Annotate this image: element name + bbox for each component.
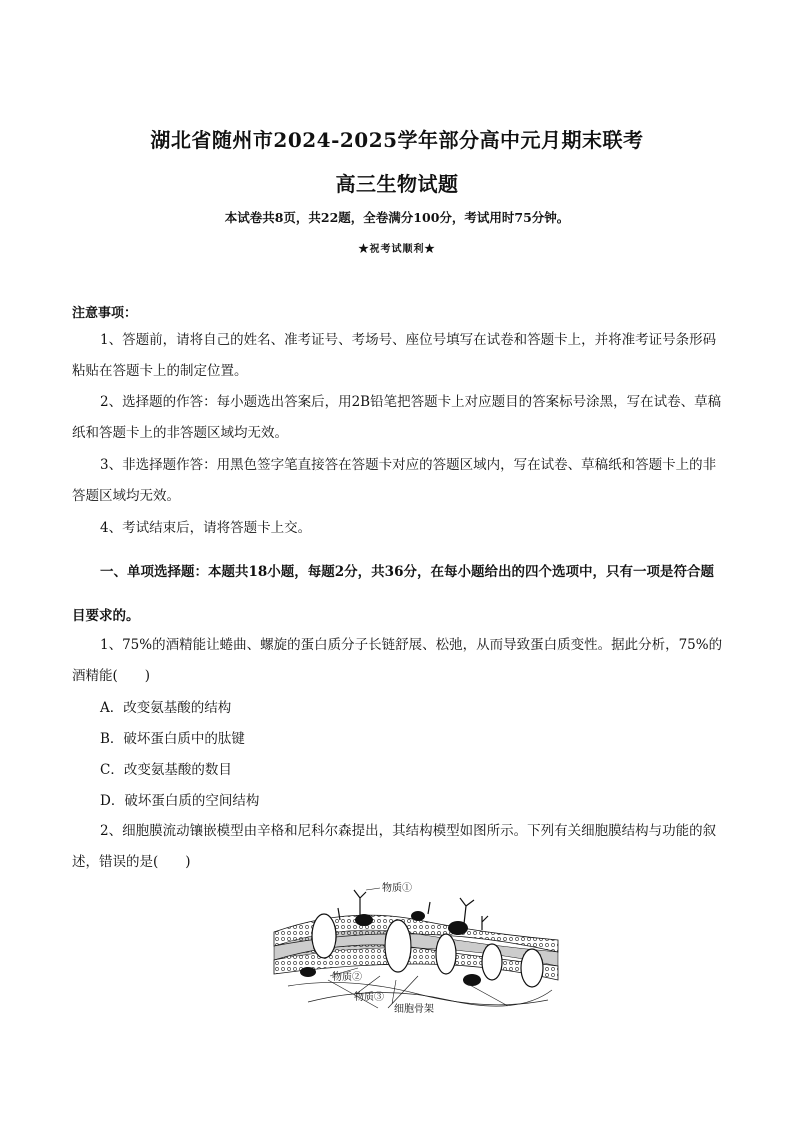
label-substance-1: 物质①	[382, 883, 412, 894]
section-heading: 一、单项选择题：本题共18小题，每题2分，共36分，在每小题给出的四个选项中，只有一项是符合题目要求的。	[72, 564, 714, 624]
notice-item-4: 4、考试结束后，请将答题卡上交。	[100, 520, 312, 536]
exam-subtitle: 高三生物试题	[335, 172, 459, 196]
question-1-option-d: D．破坏蛋白质的空间结构	[100, 793, 260, 809]
label-substance-3: 物质③	[354, 992, 384, 1003]
cell-membrane-figure	[268, 876, 568, 1021]
notice-heading: 注意事项：	[72, 306, 138, 321]
notice-item-2: 2、选择题的作答：每小题选出答案后，用2B铅笔把答题卡上对应题目的答案标号涂黑，写在试卷、草稿纸和答题卡上的非答题区域均无效。	[72, 394, 722, 441]
label-cytoskeleton: 细胞骨架	[394, 1004, 434, 1015]
exam-meta: 本试卷共8页，共22题，全卷满分100分，考试用时75分钟。	[224, 210, 570, 225]
notice-item-1: 1、答题前，请将自己的姓名、准考证号、考场号、座位号填写在试卷和答题卡上，并将准考证号条形码粘贴在答题卡上的制定位置。	[72, 332, 717, 379]
question-1-option-b: B．破坏蛋白质中的肽键	[100, 731, 245, 747]
question-2-stem: 2、细胞膜流动镶嵌模型由辛格和尼科尔森提出，其结构模型如图所示。下列有关细胞膜结构与功能的叙述，错误的是( )	[72, 823, 717, 870]
question-1-option-a: A．改变氨基酸的结构	[100, 700, 232, 716]
question-1-option-c: C．改变氨基酸的数目	[100, 762, 232, 778]
label-substance-2: 物质②	[332, 972, 362, 983]
question-1-stem: 1、75%的酒精能让蜷曲、螺旋的蛋白质分子长链舒展、松弛，从而导致蛋白质变性。据此分析，75%的酒精能( )	[72, 637, 723, 684]
exam-motto: ★祝考试顺利★	[358, 244, 436, 255]
exam-title: 湖北省随州市2024-2025学年部分高中元月期末联考	[150, 128, 644, 152]
notice-item-3: 3、非选择题作答：用黑色签字笔直接答在答题卡对应的答题区域内，写在试卷、草稿纸和答题卡上的非答题区域均无效。	[72, 457, 717, 504]
